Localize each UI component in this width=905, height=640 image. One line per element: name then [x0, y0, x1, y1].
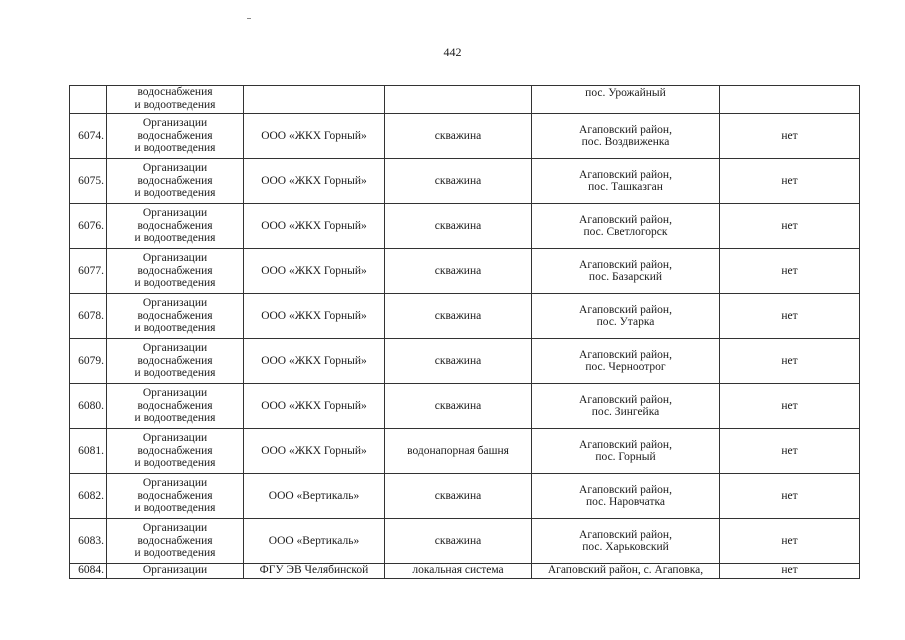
location-line: пос. Горный: [595, 451, 656, 463]
org-type-line: Организации: [142, 207, 208, 220]
org-type-line: и водоотведения: [134, 547, 216, 560]
row-number: 6076.: [78, 219, 104, 232]
cell-company: [244, 519, 385, 564]
row-number: 6074.: [78, 129, 104, 142]
location-line: пос. Базарский: [588, 271, 663, 283]
location-line: Агаповский район,: [579, 258, 672, 271]
cell-object: [385, 86, 532, 114]
row-number: 6084.: [78, 564, 104, 576]
value-text: нет: [781, 264, 798, 277]
location-line: пос. Наровчатка: [585, 496, 666, 508]
cell-location: [532, 384, 720, 429]
location-line: пос. Урожайный: [585, 87, 666, 99]
cell-value: [720, 294, 860, 339]
cell-location: [532, 339, 720, 384]
cell-num: [70, 519, 107, 564]
table-row: [70, 519, 860, 564]
location-line: пос. Черноотрог: [585, 361, 666, 373]
org-type-line: Организации: [142, 432, 208, 445]
scan-artifact: [247, 18, 251, 19]
cell-value: [720, 339, 860, 384]
cell-object: [385, 564, 532, 579]
org-type-line: Организации: [142, 387, 208, 400]
cell-location: [532, 159, 720, 204]
cell-org-type: [107, 86, 244, 114]
cell-object: [385, 159, 532, 204]
object-type: скважина: [434, 534, 482, 547]
cell-num: [70, 339, 107, 384]
cell-num: [70, 204, 107, 249]
org-type-line: водоснабжения: [137, 399, 213, 412]
org-type-line: и водоотведения: [134, 322, 216, 335]
object-type: скважина: [434, 399, 482, 412]
table-row: [70, 294, 860, 339]
cell-org-type: [107, 474, 244, 519]
location-line: Агаповский район,: [579, 123, 672, 136]
location-line: Агаповский район,: [579, 393, 672, 406]
row-number: 6075.: [78, 174, 104, 187]
org-type-line: водоснабжения: [137, 444, 213, 457]
location-line: пос. Ташказган: [588, 181, 663, 193]
cell-company: [244, 564, 385, 579]
company-name: ООО «Вертикаль»: [268, 489, 360, 502]
org-type-line: Организации: [142, 342, 208, 355]
cell-object: [385, 339, 532, 384]
value-text: нет: [781, 564, 798, 576]
value-text: нет: [781, 444, 798, 457]
cell-company: [244, 429, 385, 474]
cell-org-type: [107, 114, 244, 159]
table-row-partial: [70, 564, 860, 579]
cell-object: [385, 384, 532, 429]
company-name: ООО «ЖКХ Горный»: [261, 354, 367, 367]
cell-location: [532, 204, 720, 249]
org-type-line: водоснабжения: [137, 219, 213, 232]
cell-location: [532, 294, 720, 339]
location-line: Агаповский район, с. Агаповка,: [547, 564, 704, 576]
org-type-line: и водоотведения: [134, 187, 216, 200]
cell-company: [244, 204, 385, 249]
org-type-line: и водоотведения: [134, 367, 216, 380]
org-type-line: Организации: [142, 564, 208, 576]
company-name: ООО «ЖКХ Горный»: [261, 174, 367, 187]
table-row: [70, 474, 860, 519]
object-type: скважина: [434, 489, 482, 502]
cell-num: [70, 564, 107, 579]
cell-location: [532, 564, 720, 579]
row-number: 6077.: [78, 264, 104, 277]
value-text: нет: [781, 309, 798, 322]
company-name: ФГУ ЭВ Челябинской: [259, 564, 369, 576]
cell-location: [532, 86, 720, 114]
location-line: Агаповский район,: [579, 528, 672, 541]
org-type-line: Организации: [142, 252, 208, 265]
cell-num: [70, 114, 107, 159]
cell-company: [244, 249, 385, 294]
table-row: [70, 204, 860, 249]
table-row: [70, 249, 860, 294]
cell-org-type: [107, 294, 244, 339]
location-line: Агаповский район,: [579, 213, 672, 226]
cell-location: [532, 474, 720, 519]
company-name: ООО «Вертикаль»: [268, 534, 360, 547]
org-type-line: Организации: [142, 162, 208, 175]
cell-num: [70, 86, 107, 114]
org-type-line: Организации: [142, 477, 208, 490]
table-row: [70, 429, 860, 474]
cell-num: [70, 429, 107, 474]
cell-org-type: [107, 249, 244, 294]
org-type-line: водоснабжения: [137, 309, 213, 322]
company-name: ООО «ЖКХ Горный»: [261, 399, 367, 412]
row-number: 6079.: [78, 354, 104, 367]
company-name: ООО «ЖКХ Горный»: [261, 444, 367, 457]
cell-org-type: [107, 519, 244, 564]
org-type-line: водоснабжения: [137, 86, 213, 98]
cell-org-type: [107, 384, 244, 429]
cell-location: [532, 519, 720, 564]
cell-org-type: [107, 159, 244, 204]
cell-object: [385, 294, 532, 339]
cell-value: [720, 429, 860, 474]
cell-value: [720, 564, 860, 579]
cell-org-type: [107, 564, 244, 579]
cell-org-type: [107, 429, 244, 474]
location-line: Агаповский район,: [579, 168, 672, 181]
company-name: ООО «ЖКХ Горный»: [261, 219, 367, 232]
cell-value: [720, 114, 860, 159]
cell-object: [385, 204, 532, 249]
table-row: [70, 339, 860, 384]
cell-org-type: [107, 339, 244, 384]
cell-company: [244, 384, 385, 429]
row-number: 6080.: [78, 399, 104, 412]
row-number: 6081.: [78, 444, 104, 457]
table-row: [70, 114, 860, 159]
value-text: нет: [781, 219, 798, 232]
org-type-line: Организации: [142, 522, 208, 535]
row-number: 6078.: [78, 309, 104, 322]
cell-object: [385, 474, 532, 519]
cell-org-type: [107, 204, 244, 249]
cell-object: [385, 249, 532, 294]
cell-value: [720, 249, 860, 294]
value-text: нет: [781, 129, 798, 142]
location-line: пос. Зингейка: [591, 406, 660, 418]
table-row: [70, 384, 860, 429]
object-type: скважина: [434, 309, 482, 322]
cell-num: [70, 249, 107, 294]
location-line: Агаповский район,: [579, 438, 672, 451]
org-type-line: водоснабжения: [137, 534, 213, 547]
cell-num: [70, 474, 107, 519]
cell-company: [244, 339, 385, 384]
cell-value: [720, 86, 860, 114]
org-type-line: и водоотведения: [134, 232, 216, 245]
cell-value: [720, 204, 860, 249]
object-type: скважина: [434, 354, 482, 367]
cell-object: [385, 429, 532, 474]
cell-location: [532, 114, 720, 159]
cell-object: [385, 114, 532, 159]
cell-company: [244, 159, 385, 204]
cell-value: [720, 474, 860, 519]
value-text: нет: [781, 534, 798, 547]
location-line: пос. Светлогорск: [583, 226, 668, 238]
cell-value: [720, 384, 860, 429]
org-type-line: Организации: [142, 297, 208, 310]
object-type: локальная система: [412, 564, 504, 576]
registry-table-body: [70, 86, 860, 579]
registry-table: [69, 85, 860, 579]
cell-num: [70, 294, 107, 339]
object-type: скважина: [434, 219, 482, 232]
row-number: 6083.: [78, 534, 104, 547]
object-type: скважина: [434, 174, 482, 187]
cell-company: [244, 474, 385, 519]
location-line: Агаповский район,: [579, 303, 672, 316]
value-text: нет: [781, 489, 798, 502]
cell-company: [244, 86, 385, 114]
value-text: нет: [781, 354, 798, 367]
location-line: пос. Харьковский: [582, 541, 669, 553]
cell-num: [70, 384, 107, 429]
org-type-line: и водоотведения: [134, 277, 216, 290]
cell-value: [720, 519, 860, 564]
location-line: Агаповский район,: [579, 348, 672, 361]
row-number: 6082.: [78, 489, 104, 502]
company-name: ООО «ЖКХ Горный»: [261, 309, 367, 322]
company-name: ООО «ЖКХ Горный»: [261, 129, 367, 142]
location-line: пос. Воздвиженка: [581, 136, 670, 148]
company-name: ООО «ЖКХ Горный»: [261, 264, 367, 277]
object-type: скважина: [434, 129, 482, 142]
org-type-line: водоснабжения: [137, 174, 213, 187]
cell-object: [385, 519, 532, 564]
org-type-line: Организации: [142, 117, 208, 130]
org-type-line: и водоотведения: [134, 98, 216, 111]
org-type-line: и водоотведения: [134, 457, 216, 470]
cell-num: [70, 159, 107, 204]
org-type-line: водоснабжения: [137, 489, 213, 502]
value-text: нет: [781, 174, 798, 187]
cell-company: [244, 114, 385, 159]
object-type: водонапорная башня: [407, 444, 509, 457]
object-type: скважина: [434, 264, 482, 277]
table-row: [70, 159, 860, 204]
org-type-line: и водоотведения: [134, 502, 216, 515]
org-type-line: и водоотведения: [134, 412, 216, 425]
page-number: 442: [443, 45, 462, 59]
cell-location: [532, 249, 720, 294]
org-type-line: и водоотведения: [134, 142, 216, 155]
table-row-continuation: [70, 86, 860, 114]
cell-value: [720, 159, 860, 204]
value-text: нет: [781, 399, 798, 412]
cell-company: [244, 294, 385, 339]
org-type-line: водоснабжения: [137, 264, 213, 277]
org-type-line: водоснабжения: [137, 354, 213, 367]
location-line: пос. Утарка: [596, 316, 655, 328]
cell-location: [532, 429, 720, 474]
org-type-line: водоснабжения: [137, 129, 213, 142]
location-line: Агаповский район,: [579, 483, 672, 496]
